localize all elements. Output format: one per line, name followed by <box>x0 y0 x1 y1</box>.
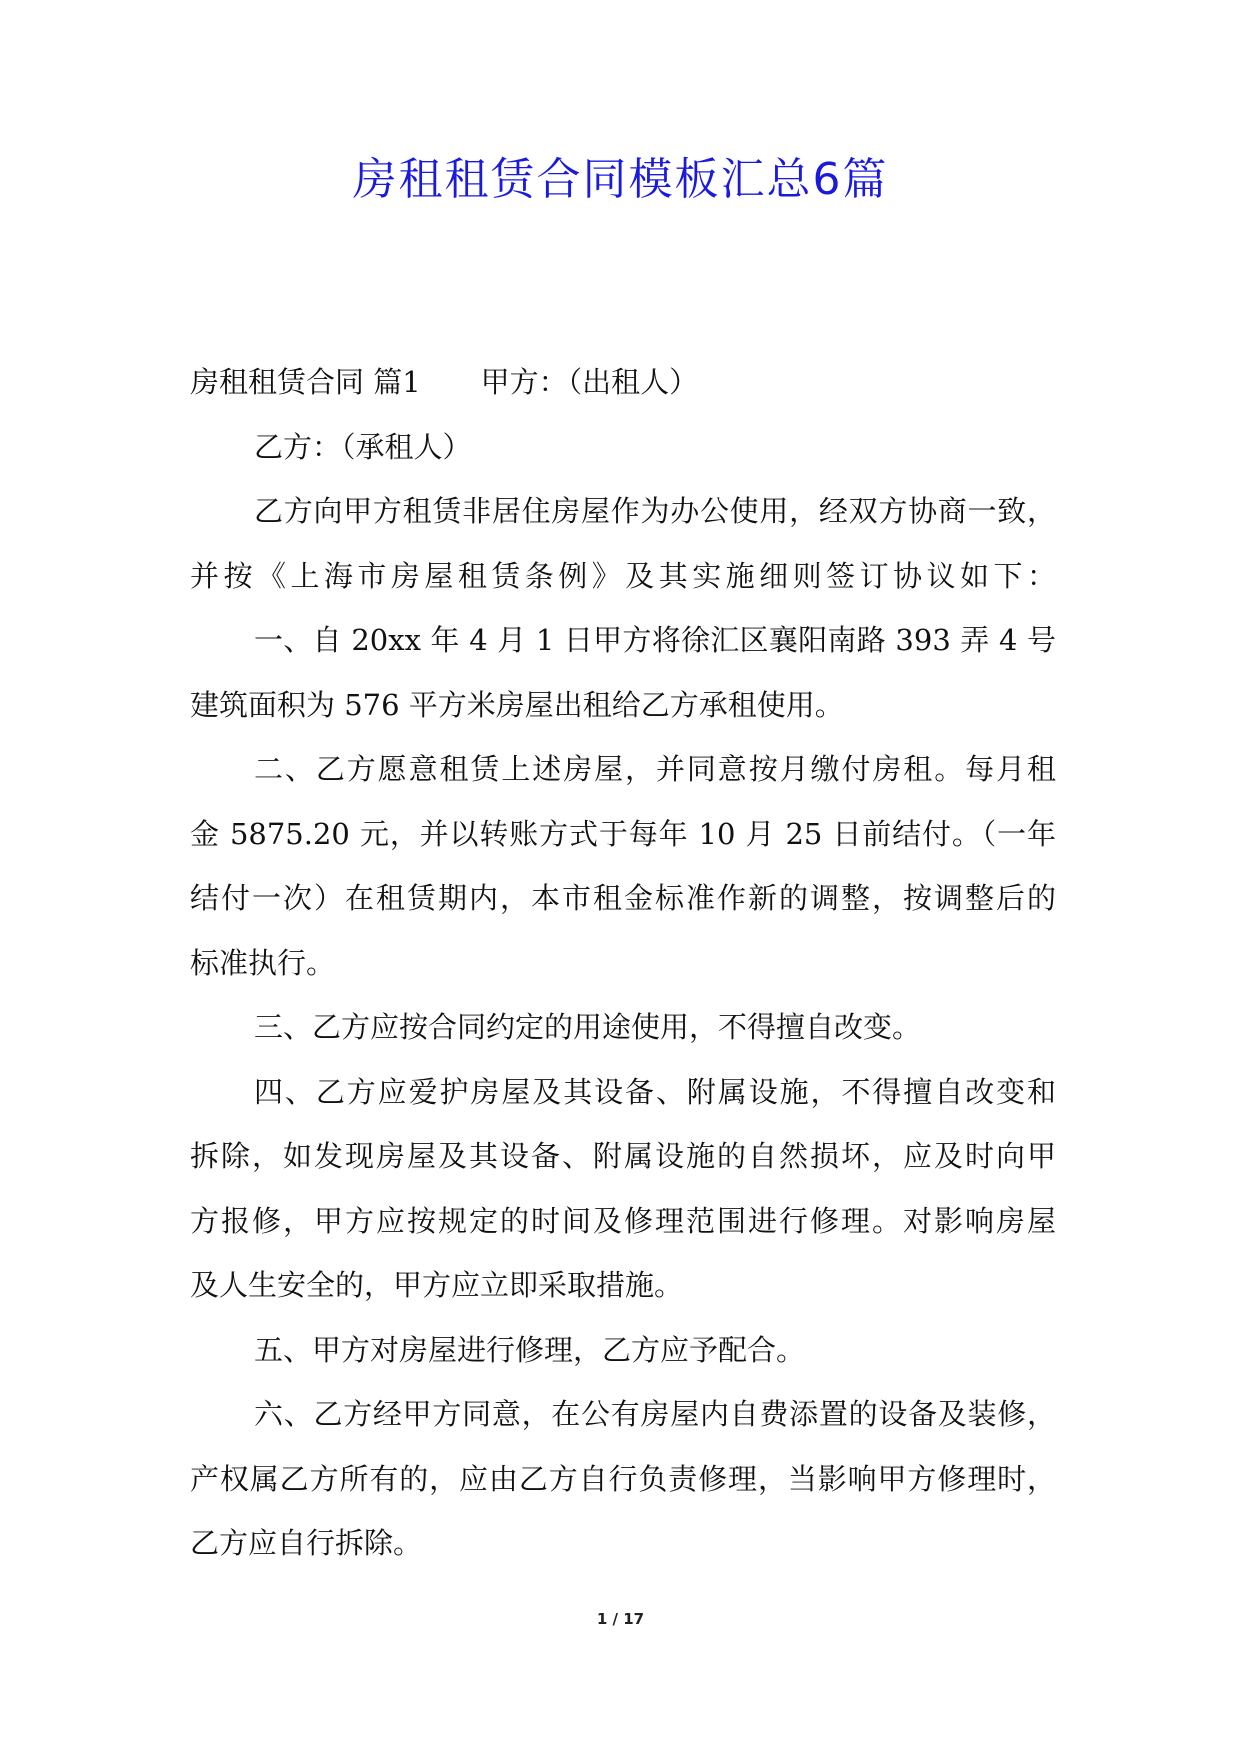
party-a: 甲方：（出租人） <box>480 365 699 399</box>
heading-line <box>190 350 1056 415</box>
paragraph-line: 一、自 20xx 年 4 月 1 日甲方将徐汇区襄阳南路 393 弄 4 号 <box>254 623 1056 657</box>
paragraph-line: 六、乙方经甲方同意，在公有房屋内自费添置的设备及装修， <box>254 1397 1056 1431</box>
paragraph-line: 标准执行。 <box>190 945 336 980</box>
paragraph-line: 产权属乙方所有的，应由乙方自行负责修理，当影响甲方修理时， <box>190 1461 1056 1496</box>
paragraph-line: 金 5875.20 元，并以转账方式于每年 10 月 25 日前结付。（一年 <box>190 816 1056 851</box>
document-body <box>190 350 1056 1576</box>
paragraph-line: 方报修，甲方应按规定的时间及修理范围进行修理。对影响房屋 <box>190 1203 1056 1238</box>
party-b: 乙方：（承租人） <box>254 429 472 464</box>
page-number: 1 / 17 <box>596 1610 645 1628</box>
paragraph-line: 及人生安全的，甲方应立即采取措施。 <box>190 1268 684 1302</box>
paragraph-line: 三、乙方应按合同约定的用途使用，不得擅自改变。 <box>254 1010 922 1044</box>
paragraph-line: 并按《上海市房屋租赁条例》及其实施细则签订协议如下： <box>190 558 1056 593</box>
paragraph-line: 五、甲方对房屋进行修理，乙方应予配合。 <box>254 1332 806 1367</box>
paragraph-line: 乙方应自行拆除。 <box>190 1526 423 1560</box>
document-title: 房租租赁合同模板汇总6篇 <box>352 154 889 205</box>
paragraph-line: 乙方向甲方租赁非居住房屋作为办公使用，经双方协商一致， <box>254 494 1056 528</box>
paragraph-line: 拆除，如发现房屋及其设备、附属设施的自然损坏，应及时向甲 <box>190 1139 1056 1173</box>
contract-heading: 房租租赁合同 篇1 <box>190 365 421 399</box>
paragraph-line: 结付一次）在租赁期内，本市租金标准作新的调整，按调整后的 <box>190 881 1056 915</box>
paragraph-line: 建筑面积为 576 平方米房屋出租给乙方承租使用。 <box>190 687 844 722</box>
paragraph-line: 四、乙方应爱护房屋及其设备、附属设施，不得擅自改变和 <box>254 1074 1056 1109</box>
paragraph-line: 二、乙方愿意租赁上述房屋，并同意按月缴付房租。每月租 <box>254 752 1056 786</box>
